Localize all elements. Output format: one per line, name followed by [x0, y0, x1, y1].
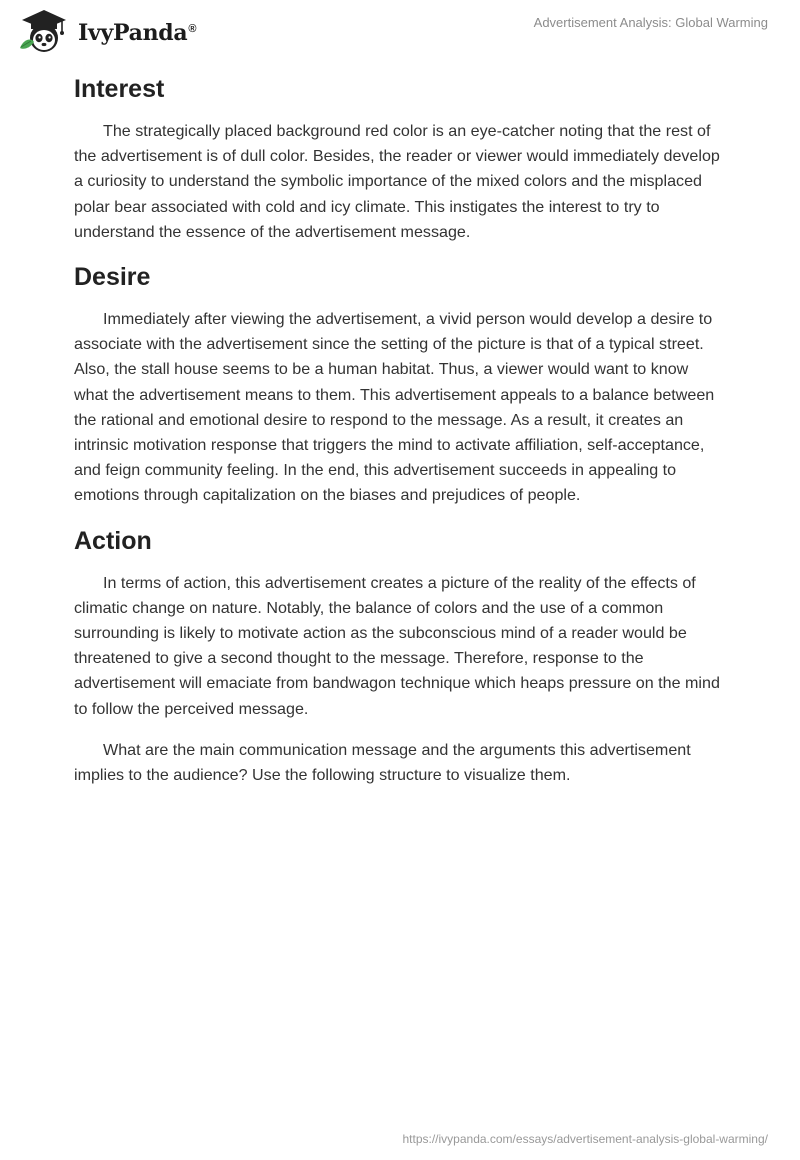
- registered-mark: ®: [188, 22, 197, 35]
- paragraph-interest: The strategically placed background red color is an eye-catcher noting that the rest of the advertisement is of dull color. Besides, the reader or viewer would immediately develop a curiosity to understand the symbolic importance of the mixed colors and the misplaced polar bear associated with cold and icy climate. This instigates the interest to try to understand the essence of the advertisement message.: [74, 122, 720, 241]
- section-heading-desire: Desire: [74, 263, 151, 292]
- panda-mascot-icon: [16, 8, 72, 54]
- ivypanda-logo[interactable]: [16, 8, 196, 54]
- section-heading-interest: Interest: [74, 75, 165, 103]
- source-url[interactable]: https://ivypanda.com/essays/advertisement-analysis-global-warming/: [402, 1132, 768, 1146]
- paragraph-desire: Immediately after viewing the advertisement, a vivid person would develop a desire to associate with the advertisement since the setting of the picture is that of a typical street. Also, the stall house seems to be a human habitat. Thus, a viewer would want to know what the advertisement means to them. This advertisement appeals to a balance between the rational and emotional desire to respond to the message. As a result, it creates an intrinsic motivation response that triggers the mind to activate affiliation, self-acceptance, and feign community feeling. In the end, this advertisement succeeds in appealing to emotions through capitalization on the biases and prejudices of people.: [74, 310, 715, 505]
- page-header: [0, 0, 800, 64]
- paragraph-question: What are the main communication message and the arguments this advertisement implies to the audience? Use the following structure to visualize them.: [74, 740, 691, 785]
- brand-name: IvyPanda®: [78, 20, 197, 46]
- section-heading-action: Action: [74, 526, 152, 555]
- essay-body: [74, 72, 724, 788]
- paragraph-action: In terms of action, this advertisement creates a picture of the reality of the effects of climatic change on nature. Notably, the balance of colors and the use of a common surrounding is likely to motivate action as the subconscious mind of a reader would be threatened to give a second thought to the message. Therefore, response to the advertisement will emaciate from bandwagon technique which heaps pressure on the mind to follow the perceived message.: [74, 573, 720, 718]
- document-title: Advertisement Analysis: Global Warming: [533, 15, 768, 30]
